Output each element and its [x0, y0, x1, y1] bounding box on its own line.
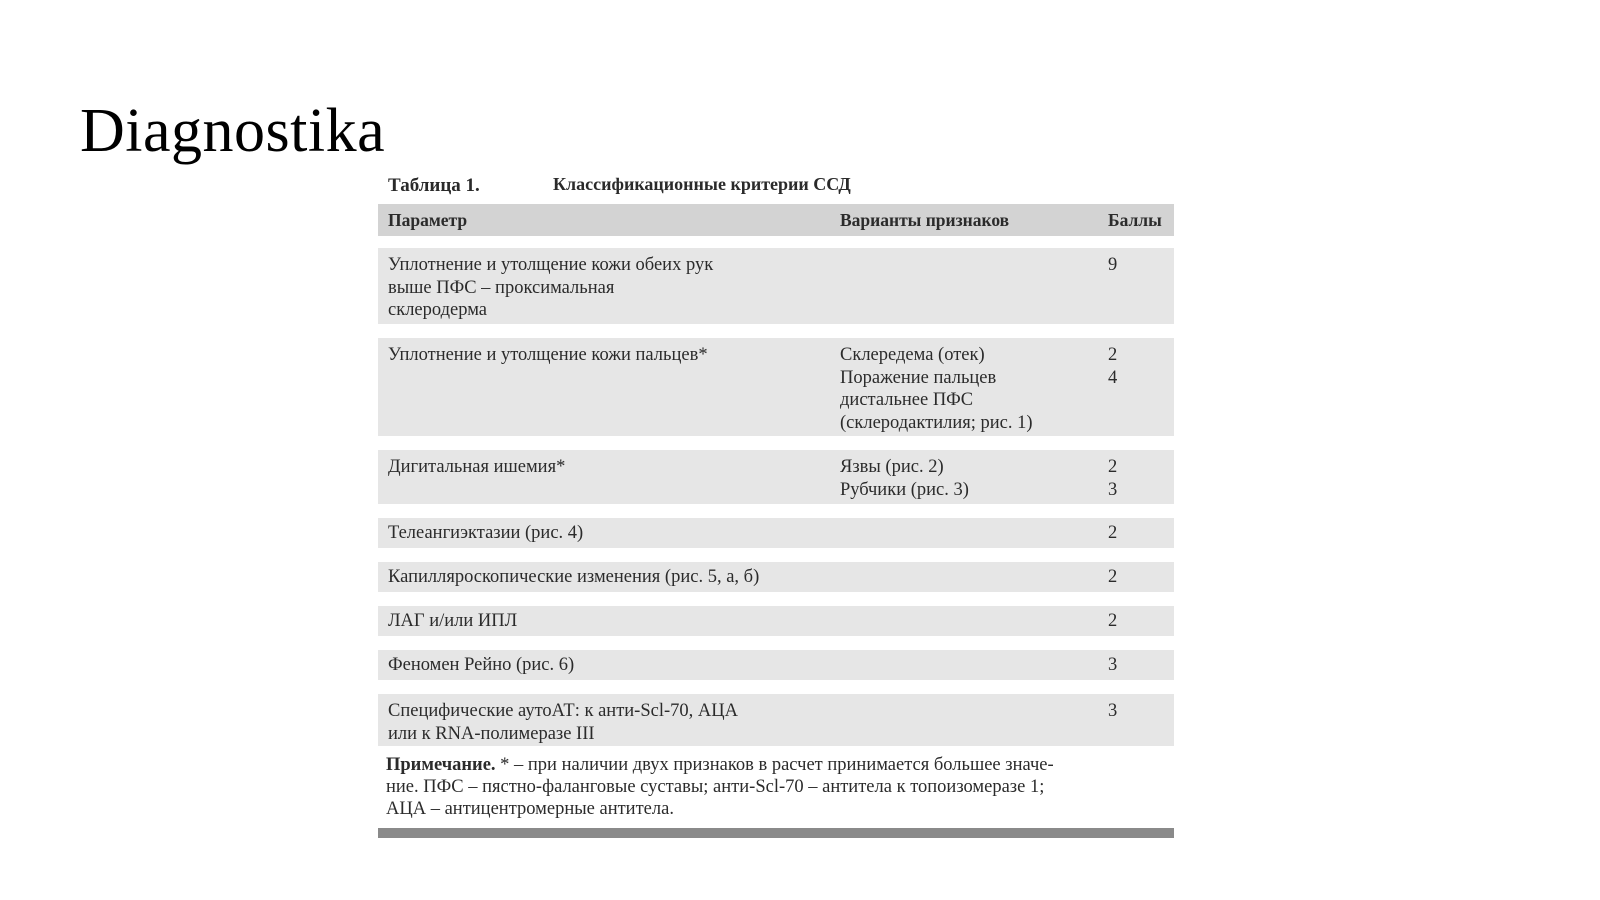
table-header-row: [378, 204, 1174, 236]
table-caption: [378, 172, 1174, 204]
header-points: Баллы: [1108, 210, 1162, 230]
row-param: ЛАГ и/или ИПЛ: [388, 611, 518, 631]
table-row: [378, 450, 1174, 504]
table-row: [378, 650, 1174, 680]
row-points: 2: [1108, 523, 1118, 543]
header-param: Параметр: [388, 210, 468, 230]
header-variant: Варианты признаков: [840, 210, 1010, 230]
criteria-table: [378, 204, 1174, 746]
row-points: 3: [1108, 655, 1118, 675]
row-param: Уплотнение и утолщение кожи обеих рук выше ПФС – проксимальная склеродерма: [388, 255, 714, 320]
table-bottom-rule: [378, 828, 1174, 838]
row-points: 2 3: [1108, 457, 1118, 500]
row-param: Дигитальная ишемия*: [388, 457, 566, 477]
table-row: [378, 694, 1174, 746]
table-row: [378, 518, 1174, 548]
table-row: [378, 606, 1174, 636]
row-points: 9: [1108, 255, 1118, 275]
row-points: 2: [1108, 567, 1118, 587]
table-row: [378, 562, 1174, 592]
slide-title: Diagnostika: [80, 97, 386, 165]
row-points: 2: [1108, 611, 1118, 631]
row-points: 3: [1108, 701, 1118, 721]
table-row: [378, 338, 1174, 436]
table-caption-label: Таблица 1.: [388, 175, 480, 196]
note-label: Примечание.: [386, 755, 496, 775]
row-param: Телеангиэктазии (рис. 4): [388, 523, 584, 543]
table-row: [378, 248, 1174, 324]
note-text: * – при наличии двух признаков в расчет принимается большее значе- ние. ПФС – пястно-фаланговые суставы; анти-Scl-70 – антитела к топоизомеразе 1; АЦА – антицентромерные антитела.: [386, 755, 1054, 819]
row-variant: Склередема (отек) Поражение пальцев дистальнее ПФС (склеродактилия; рис. 1): [840, 345, 1033, 433]
row-param: Капилляроскопические изменения (рис. 5, а, б): [388, 567, 760, 587]
row-variant: Язвы (рис. 2) Рубчики (рис. 3): [840, 457, 969, 500]
row-points: 2 4: [1108, 345, 1118, 388]
criteria-table-figure: [378, 172, 1174, 838]
table-caption-title: Классификационные критерии ССД: [553, 174, 851, 194]
table-note: [378, 754, 1174, 820]
row-param: Феномен Рейно (рис. 6): [388, 655, 575, 675]
row-param: Специфические аутоАТ: к анти-Scl-70, АЦА или к RNA-полимеразе III: [388, 701, 738, 744]
row-param: Уплотнение и утолщение кожи пальцев*: [388, 345, 708, 365]
